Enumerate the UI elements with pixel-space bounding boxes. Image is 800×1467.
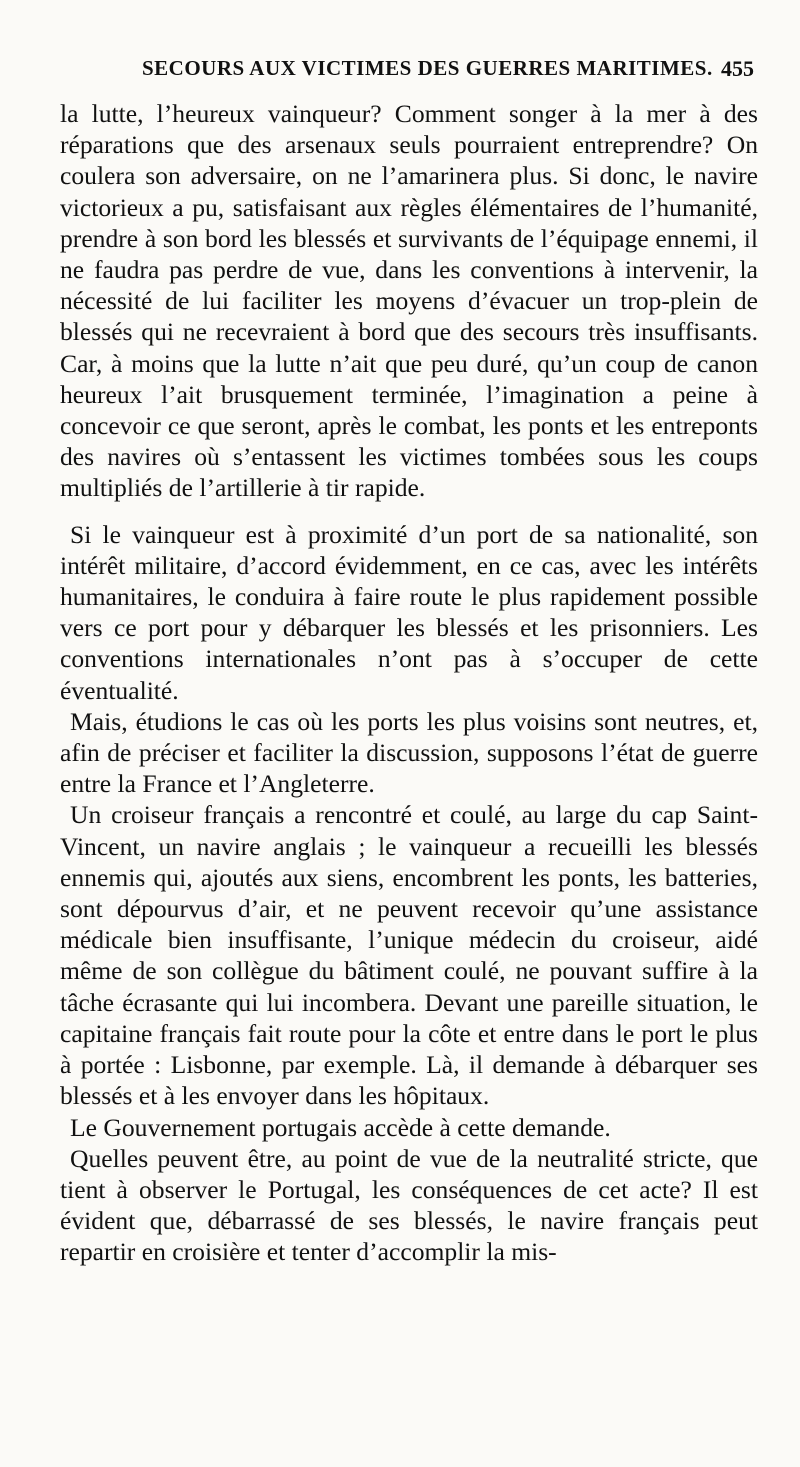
running-head: SECOURS AUX VICTIMES DES GUERRES MARITIMES. [142,56,713,80]
paragraph-3: Mais, étudions le cas où les ports les plus voisins sont neutres, et, afin de préciser et faciliter la discussion, supposons l’état de guerre entre la France et l’Angleterre. [60,706,758,799]
paragraph-2: Si le vainqueur est à proximité d’un port de sa nationalité, son intérêt militaire, d’accord évidemment, en ce cas, avec les intérêts humanitaires, le conduira à faire route le plus rapidement possible vers ce port pour y débarquer les blessés et les prisonniers. Les conventions internationales n’ont pas à s’occuper de cette éventualité. [60,519,758,705]
paragraph-5: Le Gouvernement portugais accède à cette demande. [70,1112,611,1142]
paragraph-4: Un croiseur français a rencontré et coulé, au large du cap Saint-Vincent, un navire anglais ; le vainqueur a recueilli les blessés ennemis qui, ajoutés aux siens, encombrent les ponts, les batteries, sont dépourvus d’air, et ne peuvent recevoir qu’une assistance médicale bien insuffisante, l’unique médecin du croiseur, aidé même de son collègue du bâtiment coulé, ne pouvant suffire à la tâche écrasante qui lui incombera. Devant une pareille situation, le capitaine français fait route pour la côte et entre dans le port le plus à portée : Lisbonne, par exemple. Là, il demande à débarquer ses blessés et à les envoyer dans les hôpitaux. [60,800,758,1111]
body-text [60,98,758,1268]
paragraph-1: la lutte, l’heureux vainqueur? Comment songer à la mer à des réparations que des arsenaux seuls pourraient entreprendre? On coulera son adversaire, on ne l’amarinera plus. Si donc, le navire victorieux a pu, satisfaisant aux règles élémentaires de l’humanité, prendre à son bord les blessés et survivants de l’équipage ennemi, il ne faudra pas perdre de vue, dans les conventions à intervenir, la nécessité de lui faciliter les moyens d’évacuer un trop-plein de blessés qui ne recevraient à bord que des secours très insuffisants. Car, à moins que la lutte n’ait que peu duré, qu’un coup de canon heureux l’ait brusquement terminée, l’imagination a peine à concevoir ce que seront, après le combat, les ponts et les entreponts des navires où s’entassent les victimes tombées sous les coups multipliés de l’artillerie à tir rapide. [60,99,758,503]
page-header [50,56,760,90]
paragraph-6: Quelles peuvent être, au point de vue de la neutralité stricte, que tient à observer le Portugal, les conséquences de cet acte? Il est évident que, débarrassé de ses blessés, le navire français peut repartir en croisière et tenter d’accomplir la mis- [60,1143,758,1267]
page-number: 455 [721,56,754,81]
